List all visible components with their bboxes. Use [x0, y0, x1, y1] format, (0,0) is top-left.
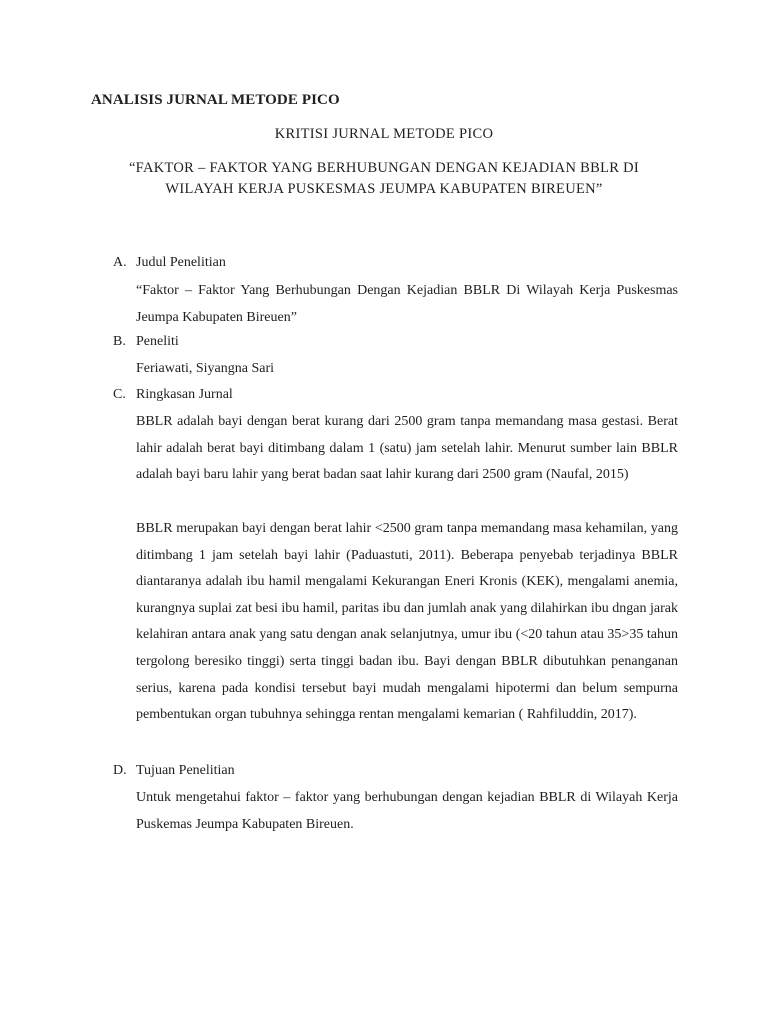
journal-title-line-2: WILAYAH KERJA PUSKESMAS JEUMPA KABUPATEN BIREUEN” — [165, 181, 603, 197]
section-b-paragraph: Feriawati, Siyangna Sari — [136, 361, 275, 376]
section-d-heading: Tujuan Penelitian — [136, 763, 235, 778]
journal-title-line-1: “FAKTOR – FAKTOR YANG BERHUBUNGAN DENGAN KEJADIAN BBLR DI — [128, 160, 640, 176]
document-heading: ANALISIS JURNAL METODE PICO — [91, 92, 340, 108]
section-c-heading: Ringkasan Jurnal — [136, 387, 233, 402]
section-c-paragraph-2: BBLR merupakan bayi dengan berat lahir <2500 gram tanpa memandang masa kehamilan, yang ditimbang 1 jam setelah bayi lahir (Paduastuti, 2011). Beberapa penyebab terjadinya BBLR diantaranya adalah ibu hamil mengalami Kekurangan Eneri Kronis (KEK), mengalami anemia, kurangnya suplai zat besi ibu hamil, paritas ibu dan jumlah anak yang dilahirkan ibu dngan jarak kelahiran antara anak yang satu dengan anak selanjutnya, umur ibu (<20 tahun atau 35>35 tahun tergolong beresiko tinggi) serta tinggi badan ibu. Bayi dengan BBLR dibutuhkan penanganan serius, karena pada kondisi tersebut bayi mudah mengalami hipotermi dan belum sempurna pembentukan organ tubuhnya sehingga rentan mengalami kemarian ( Rahfiluddin, 2017). — [136, 521, 678, 723]
section-c-letter: C. — [113, 387, 126, 402]
document-subheading: KRITISI JURNAL METODE PICO — [274, 126, 494, 142]
section-b-letter: B. — [113, 334, 126, 349]
section-b-heading: Peneliti — [136, 334, 179, 349]
section-a-paragraph: “Faktor – Faktor Yang Berhubungan Dengan Kejadian BBLR Di Wilayah Kerja Puskesmas Jeumpa Kabupaten Bireuen” — [136, 283, 678, 325]
section-a-heading: Judul Penelitian — [136, 255, 226, 270]
section-c-paragraph-1: BBLR adalah bayi dengan berat kurang dari 2500 gram tanpa memandang masa gestasi. Berat lahir adalah berat bayi ditimbang dalam 1 (satu) jam setelah lahir. Menurut sumber lain BBLR adalah bayi baru lahir yang berat badan saat lahir kurang dari 2500 gram (Naufal, 2015) — [136, 414, 678, 483]
section-a-letter: A. — [113, 255, 127, 270]
section-d-letter: D. — [113, 763, 127, 778]
section-d-paragraph: Untuk mengetahui faktor – faktor yang berhubungan dengan kejadian BBLR di Wilayah Kerja Puskemas Jeumpa Kabupaten Bireuen. — [136, 790, 678, 832]
